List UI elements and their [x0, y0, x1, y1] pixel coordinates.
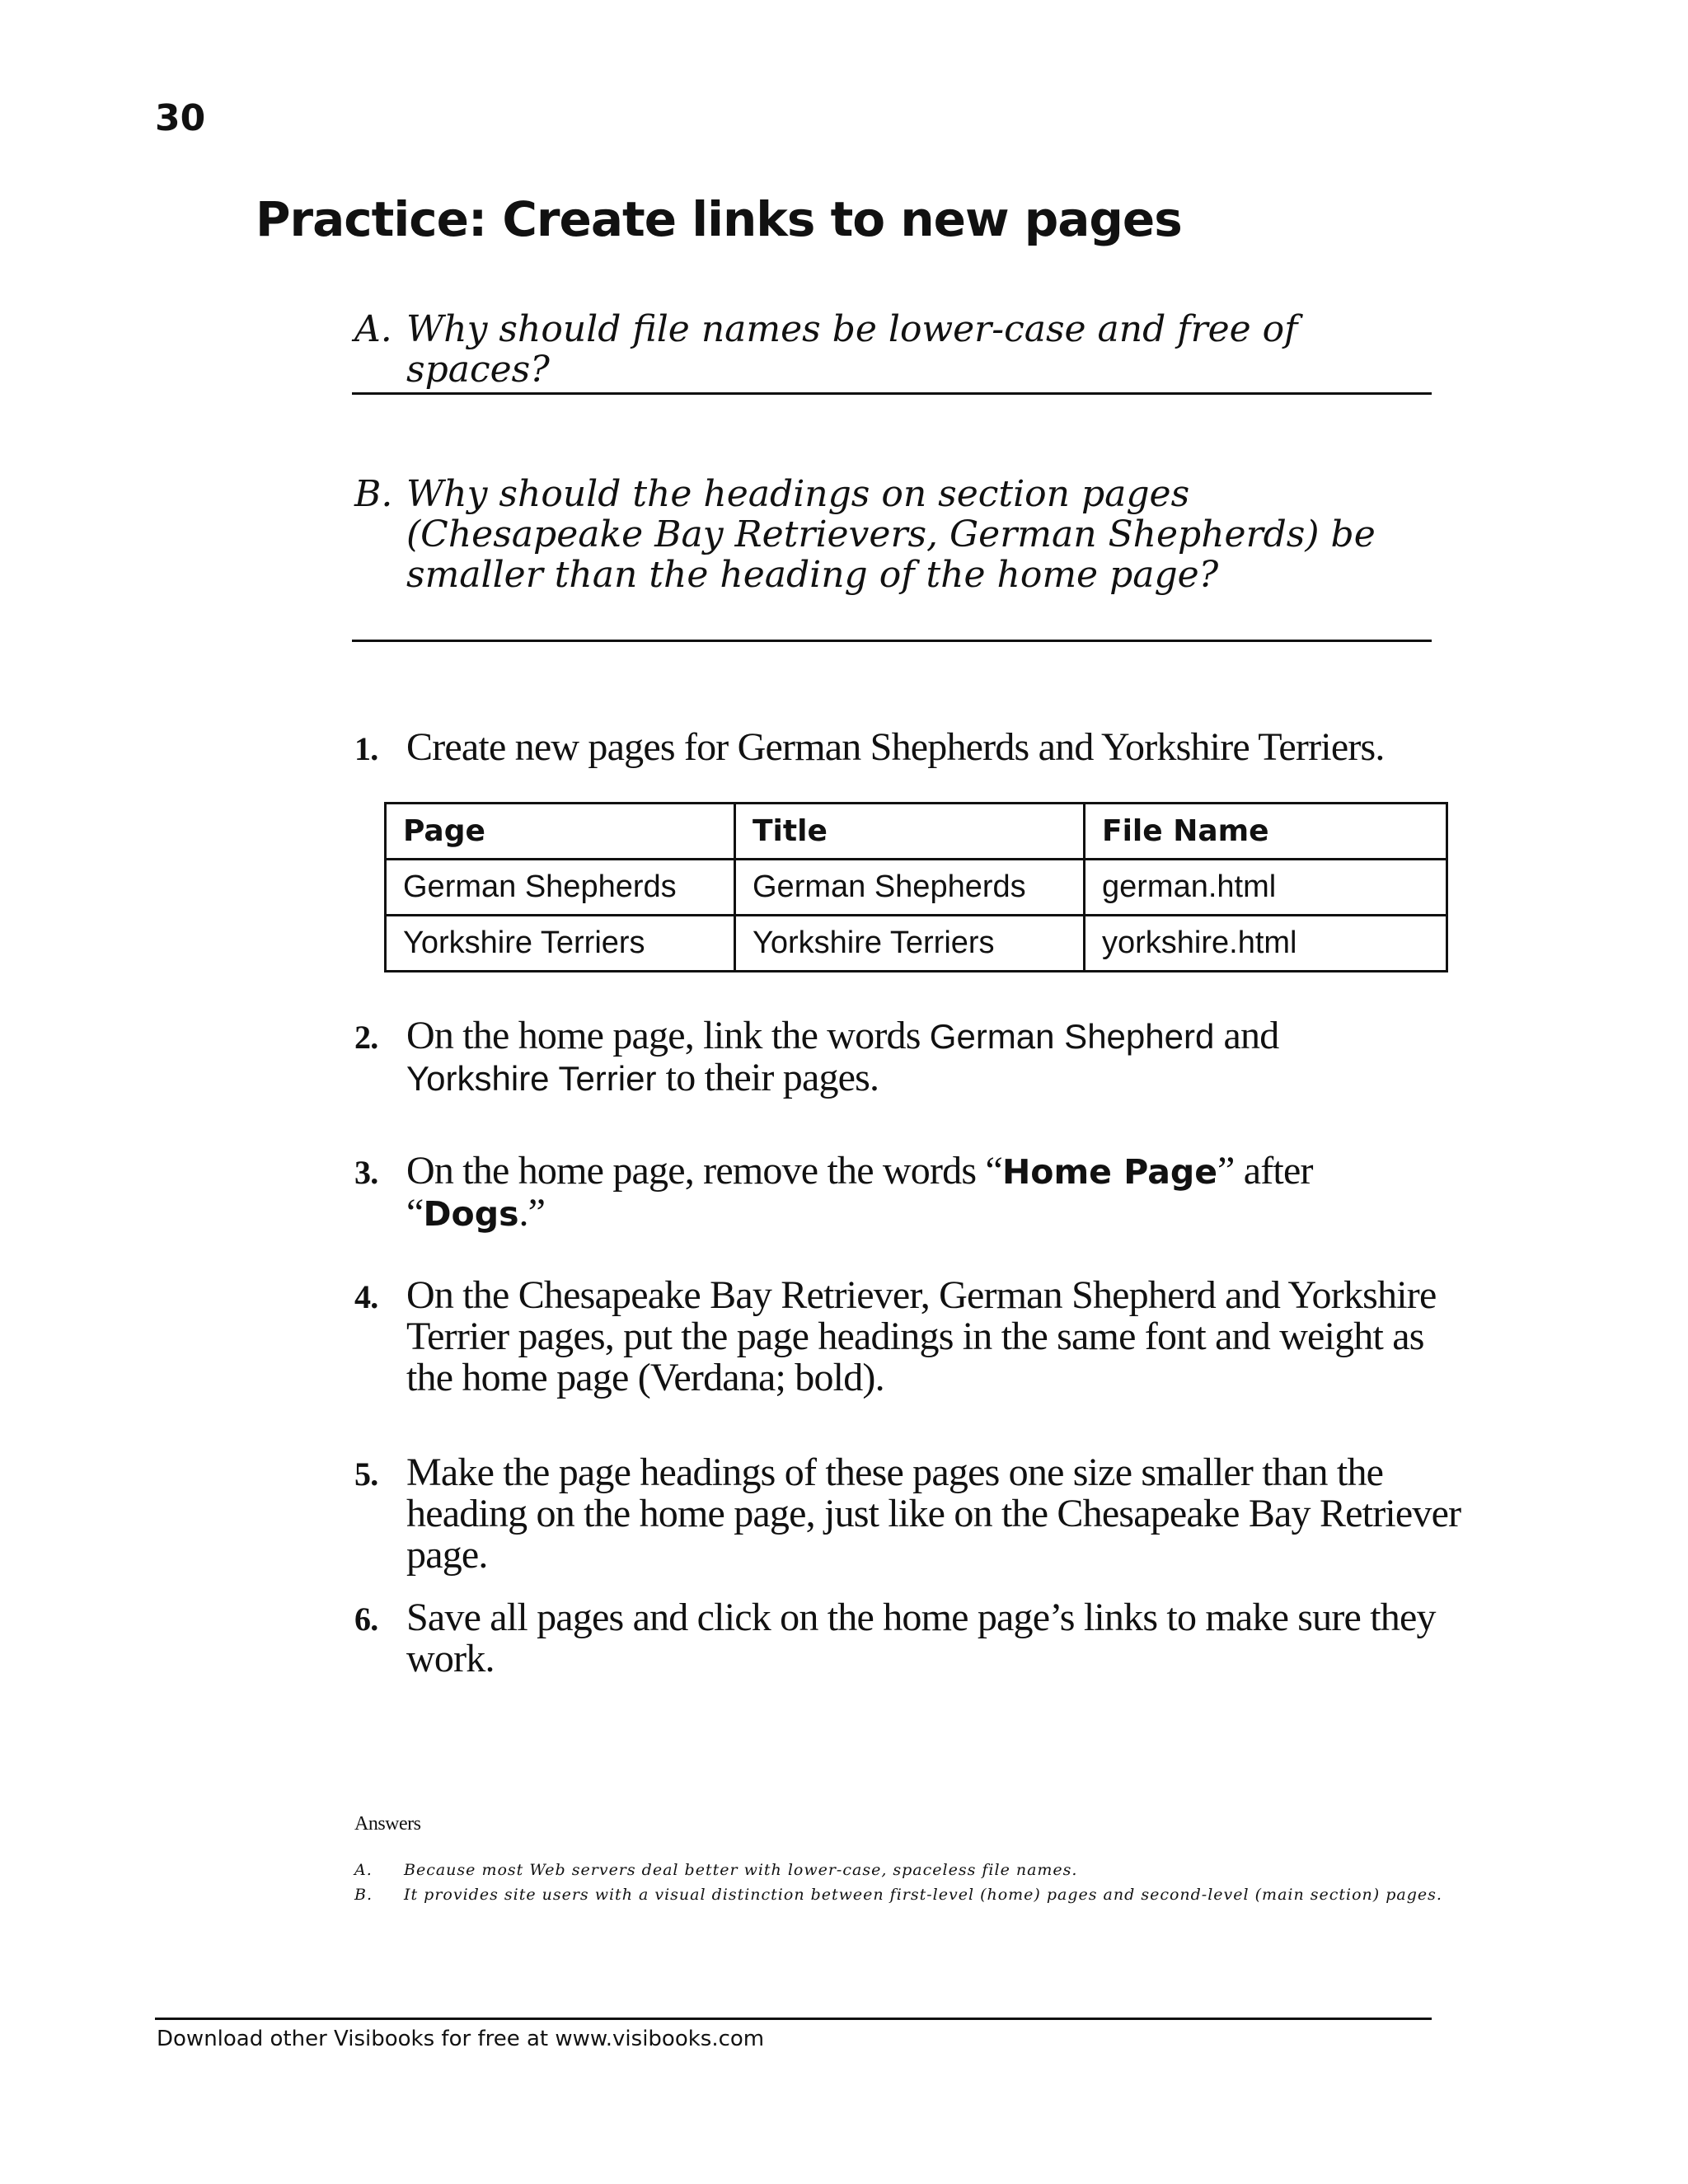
step-sample-text: Dogs	[423, 1194, 519, 1234]
footer-rule	[155, 2018, 1432, 2020]
answer-text: It provides site users with a visual distinction between first-level (home) pages and second-level (main section) pages.	[404, 1886, 1442, 1904]
step-number: 2.	[354, 1019, 378, 1056]
step-text	[406, 1015, 1395, 1099]
question-a	[354, 308, 1426, 391]
step-number: 6.	[354, 1601, 378, 1638]
step-number: 1.	[354, 730, 378, 767]
table-cell: german.html	[1085, 860, 1447, 916]
answer-label: A.	[354, 1861, 373, 1879]
answer-line-a	[352, 392, 1432, 395]
footer-text: Download other Visibooks for free at www.visibooks.com	[157, 2027, 765, 2051]
step-2	[354, 1015, 1475, 1106]
step-sample-text: Home Page	[1001, 1152, 1218, 1192]
step-sample-text: Yorkshire Terrier	[406, 1059, 657, 1098]
file-table	[384, 802, 1448, 972]
question-label: A.	[354, 308, 392, 350]
step-text: Create new pages for German Shepherds and Yorkshire Terriers.	[406, 725, 1385, 769]
step-1	[354, 727, 1475, 776]
table-cell: German Shepherds	[735, 860, 1085, 916]
question-text: Why should file names be lower-case and free of spaces?	[406, 308, 1298, 391]
step-text: Save all pages and click on the home page’s links to make sure they work.	[406, 1596, 1436, 1680]
answers-heading: Answers	[354, 1813, 421, 1835]
table-cell: Yorkshire Terriers	[386, 916, 735, 972]
step-6	[354, 1597, 1475, 1688]
answer-a	[354, 1861, 1508, 1884]
step-text: On the Chesapeake Bay Retriever, German Shepherd and Yorkshire Terrier pages, put the page headings in the same font and weight as the home page (Verdana; bold).	[406, 1273, 1437, 1399]
answer-label: B.	[354, 1886, 373, 1904]
step-text: Make the page headings of these pages one size smaller than the heading on the home page, just like on the Chesapeake Bay Retriever page.	[406, 1451, 1461, 1577]
answer-line-b	[352, 640, 1432, 642]
step-text-part: and	[1214, 1014, 1279, 1057]
table-row	[386, 860, 1447, 916]
question-text: Why should the headings on section pages (Chesapeake Bay Retrievers, German Shepherds) be smaller than the heading of the home page?	[406, 473, 1376, 596]
step-number: 5.	[354, 1455, 378, 1493]
table-header-cell: Page	[386, 804, 735, 860]
table-cell: yorkshire.html	[1085, 916, 1447, 972]
table-cell: German Shepherds	[386, 860, 735, 916]
step-3	[354, 1151, 1475, 1241]
step-sample-text: German Shepherd	[929, 1017, 1215, 1056]
question-label: B.	[354, 473, 393, 515]
step-text-part: On the home page, remove the words “	[406, 1149, 1002, 1193]
answer-b	[354, 1886, 1508, 1909]
step-number: 3.	[354, 1154, 378, 1191]
step-text-part: On the home page, link the words	[406, 1014, 930, 1057]
step-5	[354, 1452, 1475, 1584]
table-row	[386, 916, 1447, 972]
answer-text: Because most Web servers deal better with lower-case, spaceless file names.	[404, 1861, 1078, 1879]
step-number: 4.	[354, 1278, 378, 1315]
table-header-cell: Title	[735, 804, 1085, 860]
step-text-part: ” after “	[406, 1149, 1313, 1235]
step-4	[354, 1275, 1475, 1407]
table-header-cell: File Name	[1085, 804, 1447, 860]
table-cell: Yorkshire Terriers	[735, 916, 1085, 972]
table-header-row	[386, 804, 1447, 860]
section-title: Practice: Create links to new pages	[256, 191, 1182, 247]
step-text	[406, 1151, 1354, 1235]
question-b	[354, 474, 1426, 606]
page-number: 30	[155, 97, 206, 139]
step-text-part: to their pages.	[656, 1056, 879, 1099]
step-text-part: .”	[518, 1191, 546, 1235]
